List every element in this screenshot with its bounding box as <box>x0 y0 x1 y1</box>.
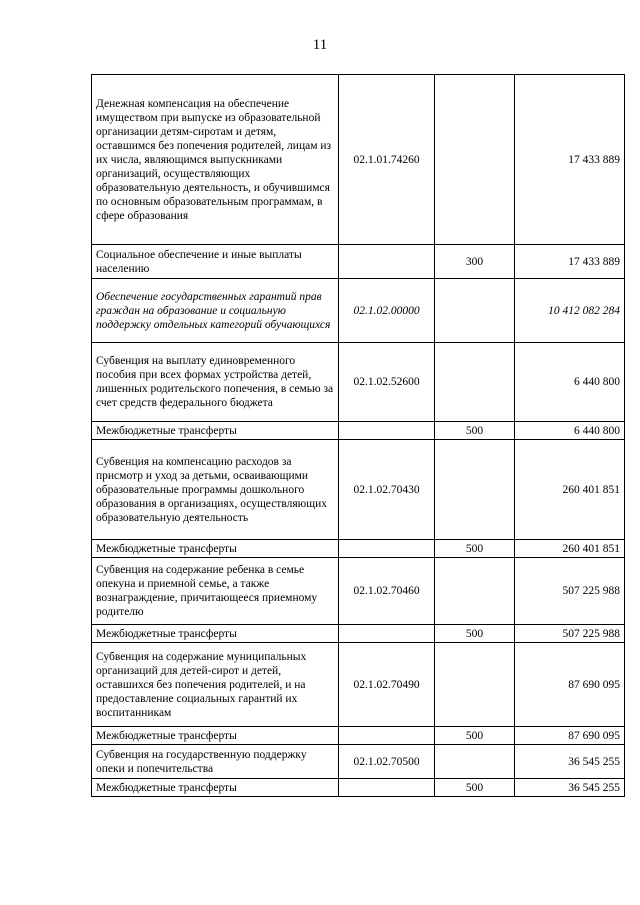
row-expense-type: 500 <box>435 540 515 558</box>
row-name: Межбюджетные трансферты <box>92 727 339 745</box>
row-name: Субвенция на содержание ребенка в семье опекуна и приемной семье, а также вознаграждение, причитающееся приемному родителю <box>92 558 339 625</box>
table-row <box>92 625 625 643</box>
row-amount: 10 412 082 284 <box>515 279 625 343</box>
row-target-code: 02.1.02.52600 <box>339 343 435 422</box>
table-row <box>92 75 625 245</box>
row-amount: 36 545 255 <box>515 745 625 779</box>
row-amount: 36 545 255 <box>515 779 625 797</box>
budget-table <box>91 74 625 797</box>
row-name: Субвенция на выплату единовременного пособия при всех формах устройства детей, лишенных родительского попечения, в семью за счет средств федерального бюджета <box>92 343 339 422</box>
row-target-code <box>339 540 435 558</box>
row-target-code: 02.1.02.70460 <box>339 558 435 625</box>
row-name: Социальное обеспечение и иные выплаты населению <box>92 245 339 279</box>
row-target-code <box>339 422 435 440</box>
row-amount: 17 433 889 <box>515 75 625 245</box>
page-number: 11 <box>312 37 328 53</box>
row-expense-type: 500 <box>435 625 515 643</box>
table-row <box>92 245 625 279</box>
row-target-code: 02.1.02.70430 <box>339 440 435 540</box>
row-target-code <box>339 779 435 797</box>
row-amount: 507 225 988 <box>515 625 625 643</box>
row-expense-type <box>435 279 515 343</box>
table-row <box>92 727 625 745</box>
row-amount: 87 690 095 <box>515 727 625 745</box>
table-row <box>92 343 625 422</box>
row-expense-type <box>435 745 515 779</box>
table-row <box>92 779 625 797</box>
table-row <box>92 440 625 540</box>
row-expense-type <box>435 343 515 422</box>
row-target-code <box>339 625 435 643</box>
row-amount: 6 440 800 <box>515 422 625 440</box>
row-target-code <box>339 245 435 279</box>
table-row <box>92 540 625 558</box>
row-name: Субвенция на компенсацию расходов за присмотр и уход за детьми, осваивающими образовательные программы дошкольного образования в организациях, осуществляющих образовательную деятельность <box>92 440 339 540</box>
row-expense-type <box>435 643 515 727</box>
table-row <box>92 558 625 625</box>
row-name: Субвенция на содержание муниципальных организаций для детей-сирот и детей, оставшихся без попечения родителей, и на предоставление социальных гарантий их воспитанникам <box>92 643 339 727</box>
table-row <box>92 643 625 727</box>
row-name: Межбюджетные трансферты <box>92 625 339 643</box>
row-name: Обеспечение государственных гарантий прав граждан на образование и социальную поддержку отдельных категорий обучающихся <box>92 279 339 343</box>
row-expense-type <box>435 440 515 540</box>
row-amount: 6 440 800 <box>515 343 625 422</box>
row-name: Межбюджетные трансферты <box>92 422 339 440</box>
row-expense-type <box>435 558 515 625</box>
row-name: Межбюджетные трансферты <box>92 540 339 558</box>
table-row <box>92 745 625 779</box>
table-row <box>92 422 625 440</box>
row-amount: 260 401 851 <box>515 440 625 540</box>
row-expense-type: 300 <box>435 245 515 279</box>
row-amount: 260 401 851 <box>515 540 625 558</box>
row-name: Субвенция на государственную поддержку опеки и попечительства <box>92 745 339 779</box>
row-target-code <box>339 727 435 745</box>
row-expense-type: 500 <box>435 727 515 745</box>
row-expense-type: 500 <box>435 422 515 440</box>
row-amount: 507 225 988 <box>515 558 625 625</box>
row-amount: 17 433 889 <box>515 245 625 279</box>
row-amount: 87 690 095 <box>515 643 625 727</box>
row-expense-type <box>435 75 515 245</box>
row-target-code: 02.1.02.70490 <box>339 643 435 727</box>
row-expense-type: 500 <box>435 779 515 797</box>
row-name: Межбюджетные трансферты <box>92 779 339 797</box>
row-name: Денежная компенсация на обеспечение имуществом при выпуске из образовательной организации детям-сиротам и детям, оставшимся без попечения родителей, лицам из их числа, являющимся выпускниками организаций, осуществляющих образовательную деятельность, и обучившимся по основным образовательным программам, в сфере образования <box>92 75 339 245</box>
row-target-code: 02.1.02.00000 <box>339 279 435 343</box>
table-row <box>92 279 625 343</box>
row-target-code: 02.1.02.70500 <box>339 745 435 779</box>
row-target-code: 02.1.01.74260 <box>339 75 435 245</box>
